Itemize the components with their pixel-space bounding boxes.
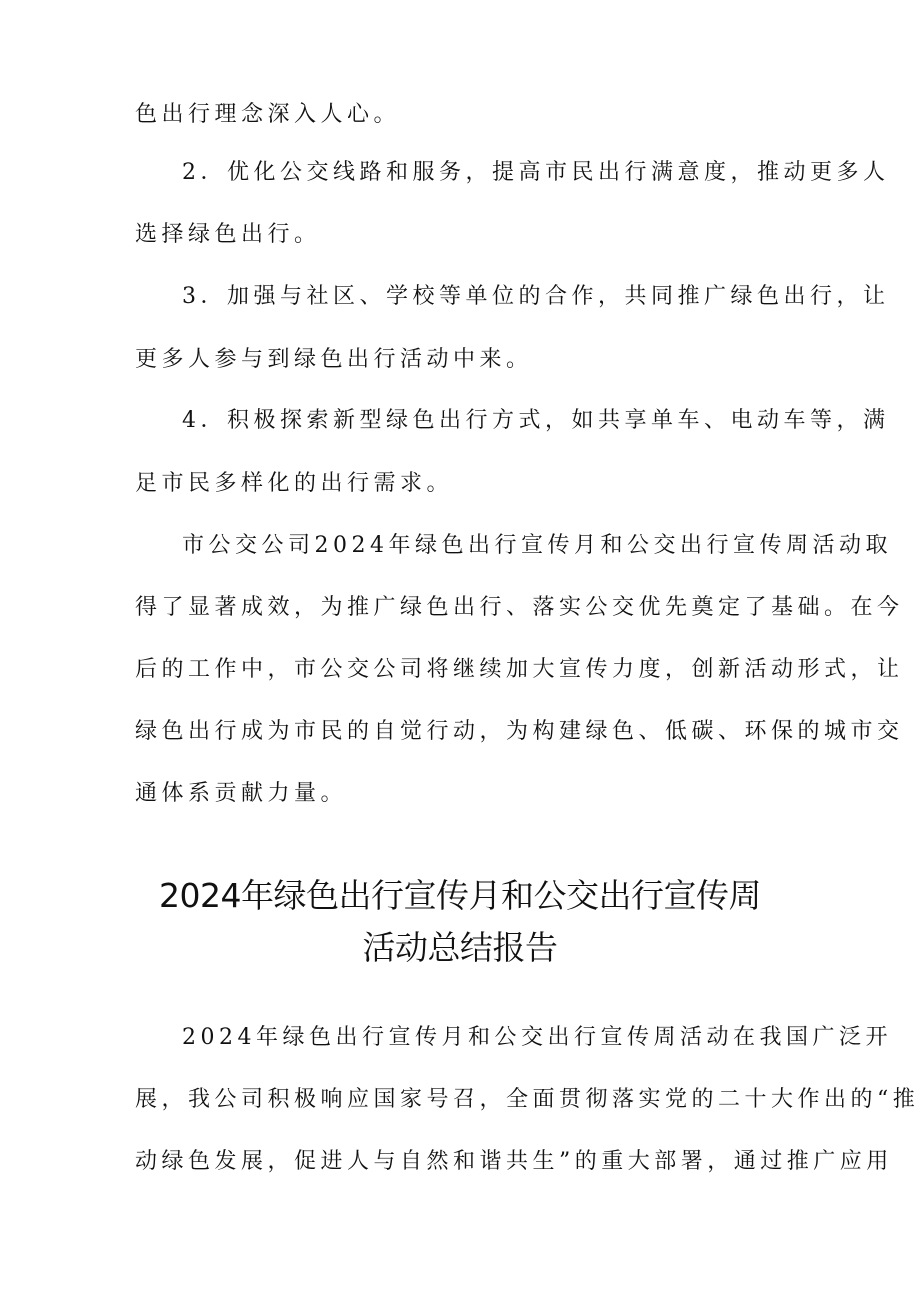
text-line: 展，我公司积极响应国家号召，全面贯彻落实党的二十大作出的“推: [135, 1087, 920, 1112]
text-line: 动绿色发展，促进人与自然和谐共生”的重大部署，通过推广应用: [135, 1149, 893, 1174]
text-line: 通体系贡献力量。: [135, 781, 348, 806]
text-line: 色出行理念深入人心。: [135, 102, 401, 127]
intro-paragraph-start: 2024年绿色出行宣传月和公交出行宣传周活动在我国广泛开: [182, 1025, 892, 1050]
text-line: 后的工作中，市公交公司将继续加大宣传力度，创新活动形式，让: [135, 657, 904, 682]
list-item-3: 3．加强与社区、学校等单位的合作，共同推广绿色出行，让: [182, 284, 890, 309]
text-line: 绿色出行成为市民的自觉行动，为构建绿色、低碳、环保的城市交: [135, 719, 904, 744]
text-line: 更多人参与到绿色出行活动中来。: [135, 347, 533, 372]
list-item-4: 4．积极探索新型绿色出行方式，如共享单车、电动车等，满: [182, 408, 890, 433]
report-title-line-1: 2024年绿色出行宣传月和公交出行宣传周: [159, 876, 761, 915]
text-line: 足市民多样化的出行需求。: [135, 471, 454, 496]
list-item-2: 2．优化公交线路和服务，提高市民出行满意度，推动更多人: [182, 160, 890, 185]
report-title-line-2: 活动总结报告: [362, 928, 558, 967]
text-line: 得了显著成效，为推广绿色出行、落实公交优先奠定了基础。在今: [135, 595, 904, 620]
conclusion-paragraph-start: 市公交公司2024年绿色出行宣传月和公交出行宣传周活动取: [182, 533, 892, 558]
text-line: 选择绿色出行。: [135, 222, 321, 247]
